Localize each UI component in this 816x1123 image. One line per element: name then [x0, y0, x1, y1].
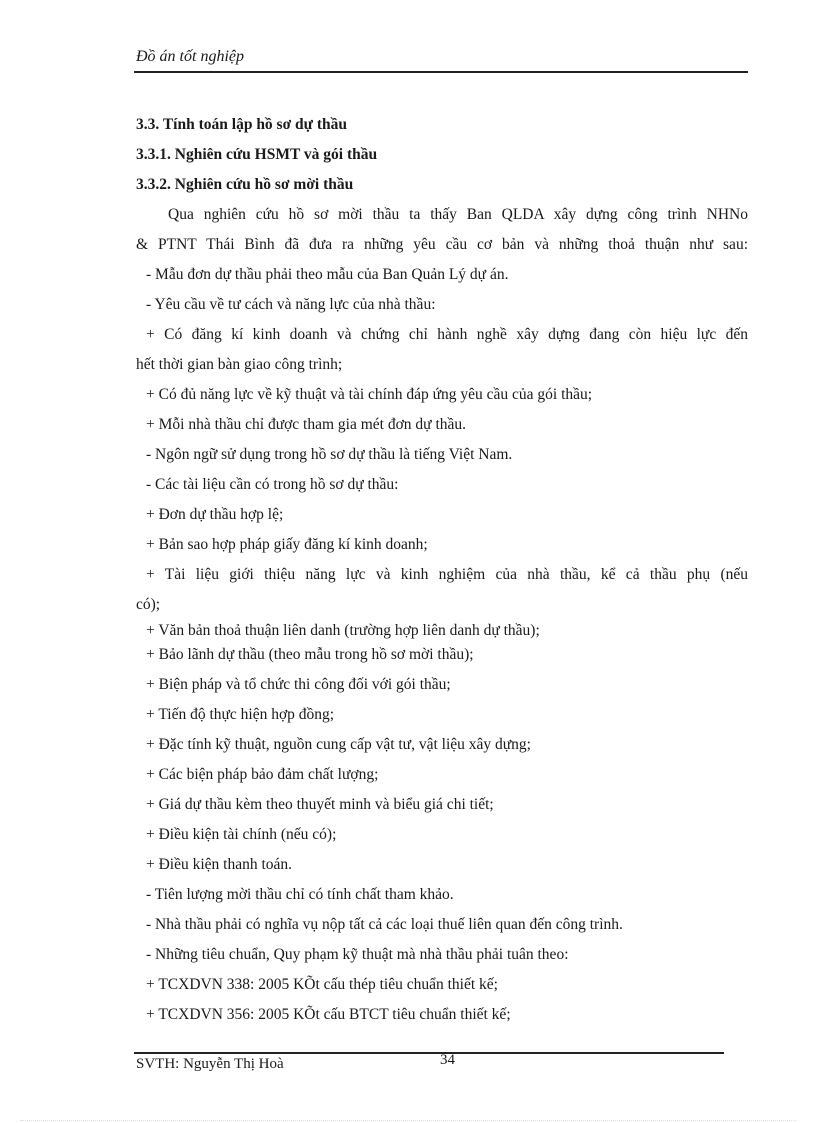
subsection-heading: 3.3.2. Nghiên cứu hồ sơ mời thầu	[136, 176, 354, 193]
footer-rule	[134, 1052, 724, 1054]
list-item: + TCXDVN 338: 2005 KÕt cấu thép tiêu chuẩn thiết kế;	[146, 976, 498, 993]
list-item: + TCXDVN 356: 2005 KÕt cấu BTCT tiêu chuẩn thiết kế;	[146, 1006, 511, 1023]
list-item: + Giá dự thầu kèm theo thuyết minh và biểu giá chi tiết;	[146, 796, 494, 813]
footer-author: SVTH: Nguyễn Thị Hoà	[136, 1056, 284, 1072]
list-item: + Điều kiện tài chính (nếu có);	[146, 826, 337, 843]
list-item: + Tài liệu giới thiệu năng lực và kinh nghiệm của nhà thầu, kể cả thầu phụ (nếu	[146, 566, 748, 583]
list-item: + Mỗi nhà thầu chỉ được tham gia mét đơn dự thầu.	[146, 416, 467, 433]
list-item: + Văn bản thoả thuận liên danh (trường hợp liên danh dự thầu);	[146, 622, 540, 639]
list-item: hết thời gian bàn giao công trình;	[136, 356, 343, 373]
page-edge-divider	[20, 1120, 796, 1121]
header-rule	[134, 71, 748, 73]
list-item: - Yêu cầu về tư cách và năng lực của nhà thầu:	[146, 296, 436, 313]
list-item: + Đơn dự thầu hợp lệ;	[146, 506, 284, 523]
list-item: + Có đủ năng lực về kỹ thuật và tài chính đáp ứng yêu cầu của gói thầu;	[146, 386, 593, 403]
list-item: - Nhà thầu phải có nghĩa vụ nộp tất cả các loại thuế liên quan đến công trình.	[146, 916, 623, 933]
header-title: Đồ án tốt nghiệp	[136, 48, 244, 65]
list-item: + Biện pháp và tổ chức thi công đối với gói thầu;	[146, 676, 451, 693]
section-heading: 3.3. Tính toán lập hồ sơ dự thầu	[136, 116, 347, 133]
list-item: - Ngôn ngữ sử dụng trong hồ sơ dự thầu là tiếng Việt Nam.	[146, 446, 513, 463]
page-number: 34	[440, 1052, 455, 1068]
list-item: - Những tiêu chuẩn, Quy phạm kỹ thuật mà nhà thầu phải tuân theo:	[146, 946, 569, 963]
list-item: - Mẫu đơn dự thầu phải theo mẫu của Ban Quản Lý dự án.	[146, 266, 509, 283]
list-item: + Bản sao hợp pháp giấy đăng kí kinh doanh;	[146, 536, 428, 553]
list-item: + Bảo lãnh dự thầu (theo mẫu trong hồ sơ mời thầu);	[146, 646, 474, 663]
list-item: + Các biện pháp bảo đảm chất lượng;	[146, 766, 379, 783]
subsection-heading: 3.3.1. Nghiên cứu HSMT và gói thầu	[136, 146, 378, 163]
paragraph-line: Qua nghiên cứu hồ sơ mời thầu ta thấy Ban QLDA xây dựng công trình NHNo	[168, 206, 748, 223]
list-item: + Điều kiện thanh toán.	[146, 856, 293, 873]
list-item: - Các tài liệu cần có trong hồ sơ dự thầu:	[146, 476, 399, 493]
paragraph-line: & PTNT Thái Bình đã đưa ra những yêu cầu cơ bản và những thoả thuận như sau:	[136, 236, 748, 253]
list-item: có);	[136, 596, 161, 613]
list-item: + Tiến độ thực hiện hợp đồng;	[146, 706, 335, 723]
list-item: + Đặc tính kỹ thuật, nguồn cung cấp vật tư, vật liệu xây dựng;	[146, 736, 531, 753]
list-item: + Có đăng kí kinh doanh và chứng chỉ hành nghề xây dựng đang còn hiệu lực đến	[146, 326, 748, 343]
list-item: - Tiên lượng mời thầu chỉ có tính chất tham khảo.	[146, 886, 454, 903]
